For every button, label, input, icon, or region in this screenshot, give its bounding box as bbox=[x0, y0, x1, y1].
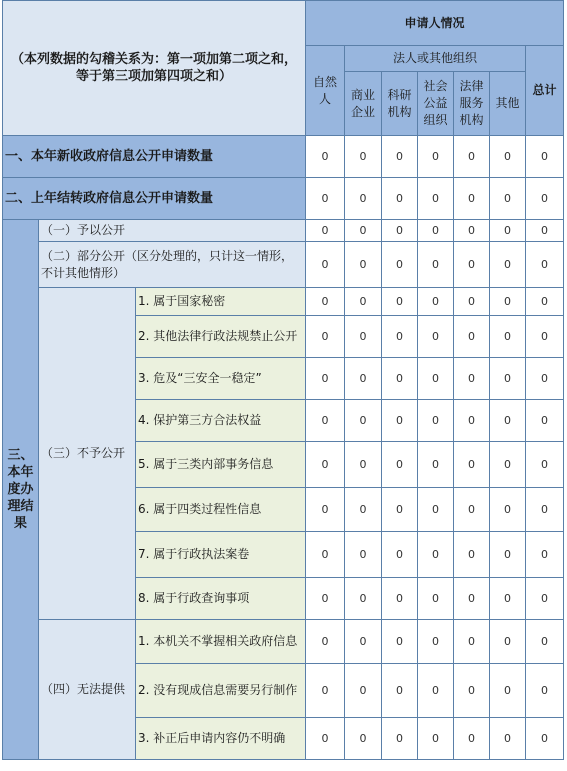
value-cell: 0 bbox=[306, 400, 345, 442]
row-disclosed: （一）予以公开 bbox=[39, 220, 306, 242]
value-cell: 0 bbox=[382, 288, 418, 316]
value-cell: 0 bbox=[306, 620, 345, 664]
row-carried-over: 二、上年结转政府信息公开申请数量 bbox=[3, 178, 306, 220]
value-cell: 0 bbox=[382, 358, 418, 400]
item-label: 7. 属于行政执法案卷 bbox=[136, 532, 306, 578]
value-cell: 0 bbox=[345, 442, 382, 488]
value-cell: 0 bbox=[306, 532, 345, 578]
value-cell: 0 bbox=[490, 358, 526, 400]
value-cell: 0 bbox=[454, 488, 490, 532]
social-header: 社会公益组织 bbox=[418, 72, 454, 136]
value-cell: 0 bbox=[345, 488, 382, 532]
row-partial: （二）部分公开（区分处理的，只计这一情形，不计其他情形） bbox=[39, 242, 306, 288]
value-cell: 0 bbox=[418, 400, 454, 442]
value-cell: 0 bbox=[382, 620, 418, 664]
value-cell: 0 bbox=[418, 664, 454, 718]
value-cell: 0 bbox=[454, 532, 490, 578]
value-cell: 0 bbox=[418, 578, 454, 620]
value-cell: 0 bbox=[306, 288, 345, 316]
value-cell: 0 bbox=[345, 178, 382, 220]
value-cell: 0 bbox=[306, 442, 345, 488]
value-cell: 0 bbox=[306, 358, 345, 400]
value-cell: 0 bbox=[382, 136, 418, 178]
value-cell: 0 bbox=[382, 242, 418, 288]
value-cell: 0 bbox=[526, 532, 564, 578]
value-cell: 0 bbox=[526, 578, 564, 620]
value-cell: 0 bbox=[306, 220, 345, 242]
value-cell: 0 bbox=[490, 288, 526, 316]
value-cell: 0 bbox=[345, 664, 382, 718]
value-cell: 0 bbox=[454, 242, 490, 288]
value-cell: 0 bbox=[306, 718, 345, 760]
value-cell: 0 bbox=[490, 442, 526, 488]
value-cell: 0 bbox=[345, 578, 382, 620]
value-cell: 0 bbox=[382, 442, 418, 488]
value-cell: 0 bbox=[454, 578, 490, 620]
commercial-header: 商业企业 bbox=[345, 72, 382, 136]
item-label: 5. 属于三类内部事务信息 bbox=[136, 442, 306, 488]
value-cell: 0 bbox=[306, 488, 345, 532]
value-cell: 0 bbox=[418, 442, 454, 488]
value-cell: 0 bbox=[454, 136, 490, 178]
value-cell: 0 bbox=[490, 718, 526, 760]
value-cell: 0 bbox=[418, 532, 454, 578]
value-cell: 0 bbox=[345, 400, 382, 442]
natural-person-header: 自然人 bbox=[306, 46, 345, 136]
value-cell: 0 bbox=[490, 136, 526, 178]
gov-info-disclosure-table bbox=[2, 0, 564, 760]
relation-note: （本列数据的勾稽关系为：第一项加第二项之和，等于第三项加第四项之和） bbox=[3, 1, 306, 136]
value-cell: 0 bbox=[306, 178, 345, 220]
value-cell: 0 bbox=[345, 288, 382, 316]
item-label: 3. 危及“三安全一稳定” bbox=[136, 358, 306, 400]
value-cell: 0 bbox=[306, 316, 345, 358]
value-cell: 0 bbox=[526, 178, 564, 220]
value-cell: 0 bbox=[526, 442, 564, 488]
value-cell: 0 bbox=[490, 316, 526, 358]
value-cell: 0 bbox=[526, 488, 564, 532]
value-cell: 0 bbox=[490, 220, 526, 242]
value-cell: 0 bbox=[526, 136, 564, 178]
value-cell: 0 bbox=[526, 400, 564, 442]
value-cell: 0 bbox=[526, 242, 564, 288]
value-cell: 0 bbox=[306, 136, 345, 178]
value-cell: 0 bbox=[418, 316, 454, 358]
value-cell: 0 bbox=[418, 220, 454, 242]
value-cell: 0 bbox=[382, 578, 418, 620]
section-results: 三、本年度办理结果 bbox=[3, 220, 39, 760]
value-cell: 0 bbox=[490, 242, 526, 288]
value-cell: 0 bbox=[454, 664, 490, 718]
legal-orgs-header: 法人或其他组织 bbox=[345, 46, 526, 72]
legal-service-header: 法律服务机构 bbox=[454, 72, 490, 136]
value-cell: 0 bbox=[306, 664, 345, 718]
item-label: 1. 本机关不掌握相关政府信息 bbox=[136, 620, 306, 664]
value-cell: 0 bbox=[490, 664, 526, 718]
value-cell: 0 bbox=[418, 620, 454, 664]
item-label: 1. 属于国家秘密 bbox=[136, 288, 306, 316]
value-cell: 0 bbox=[345, 136, 382, 178]
value-cell: 0 bbox=[490, 400, 526, 442]
value-cell: 0 bbox=[526, 220, 564, 242]
value-cell: 0 bbox=[490, 178, 526, 220]
item-label: 8. 属于行政查询事项 bbox=[136, 578, 306, 620]
value-cell: 0 bbox=[418, 242, 454, 288]
item-label: 4. 保护第三方合法权益 bbox=[136, 400, 306, 442]
value-cell: 0 bbox=[382, 400, 418, 442]
value-cell: 0 bbox=[454, 220, 490, 242]
value-cell: 0 bbox=[454, 316, 490, 358]
value-cell: 0 bbox=[418, 178, 454, 220]
value-cell: 0 bbox=[345, 358, 382, 400]
value-cell: 0 bbox=[490, 488, 526, 532]
value-cell: 0 bbox=[345, 220, 382, 242]
value-cell: 0 bbox=[382, 178, 418, 220]
value-cell: 0 bbox=[490, 578, 526, 620]
value-cell: 0 bbox=[526, 316, 564, 358]
value-cell: 0 bbox=[454, 400, 490, 442]
value-cell: 0 bbox=[418, 136, 454, 178]
value-cell: 0 bbox=[490, 532, 526, 578]
research-header: 科研机构 bbox=[382, 72, 418, 136]
value-cell: 0 bbox=[526, 664, 564, 718]
value-cell: 0 bbox=[454, 620, 490, 664]
value-cell: 0 bbox=[345, 532, 382, 578]
group-cannot-provide: （四）无法提供 bbox=[39, 620, 136, 760]
value-cell: 0 bbox=[345, 718, 382, 760]
total-header: 总计 bbox=[526, 46, 564, 136]
value-cell: 0 bbox=[382, 718, 418, 760]
value-cell: 0 bbox=[418, 288, 454, 316]
value-cell: 0 bbox=[490, 620, 526, 664]
value-cell: 0 bbox=[382, 316, 418, 358]
item-label: 2. 没有现成信息需要另行制作 bbox=[136, 664, 306, 718]
value-cell: 0 bbox=[382, 488, 418, 532]
value-cell: 0 bbox=[454, 718, 490, 760]
applicant-header: 申请人情况 bbox=[306, 1, 564, 46]
value-cell: 0 bbox=[526, 288, 564, 316]
item-label: 2. 其他法律行政法规禁止公开 bbox=[136, 316, 306, 358]
value-cell: 0 bbox=[345, 620, 382, 664]
value-cell: 0 bbox=[306, 578, 345, 620]
value-cell: 0 bbox=[454, 442, 490, 488]
value-cell: 0 bbox=[526, 358, 564, 400]
value-cell: 0 bbox=[526, 620, 564, 664]
value-cell: 0 bbox=[526, 718, 564, 760]
item-label: 3. 补正后申请内容仍不明确 bbox=[136, 718, 306, 760]
value-cell: 0 bbox=[345, 242, 382, 288]
item-label: 6. 属于四类过程性信息 bbox=[136, 488, 306, 532]
value-cell: 0 bbox=[306, 242, 345, 288]
value-cell: 0 bbox=[454, 288, 490, 316]
value-cell: 0 bbox=[418, 718, 454, 760]
value-cell: 0 bbox=[345, 316, 382, 358]
value-cell: 0 bbox=[454, 178, 490, 220]
value-cell: 0 bbox=[454, 358, 490, 400]
value-cell: 0 bbox=[418, 358, 454, 400]
other-header: 其他 bbox=[490, 72, 526, 136]
value-cell: 0 bbox=[382, 220, 418, 242]
value-cell: 0 bbox=[418, 488, 454, 532]
row-new-applications: 一、本年新收政府信息公开申请数量 bbox=[3, 136, 306, 178]
value-cell: 0 bbox=[382, 532, 418, 578]
group-not-disclosed: （三）不予公开 bbox=[39, 288, 136, 620]
value-cell: 0 bbox=[382, 664, 418, 718]
